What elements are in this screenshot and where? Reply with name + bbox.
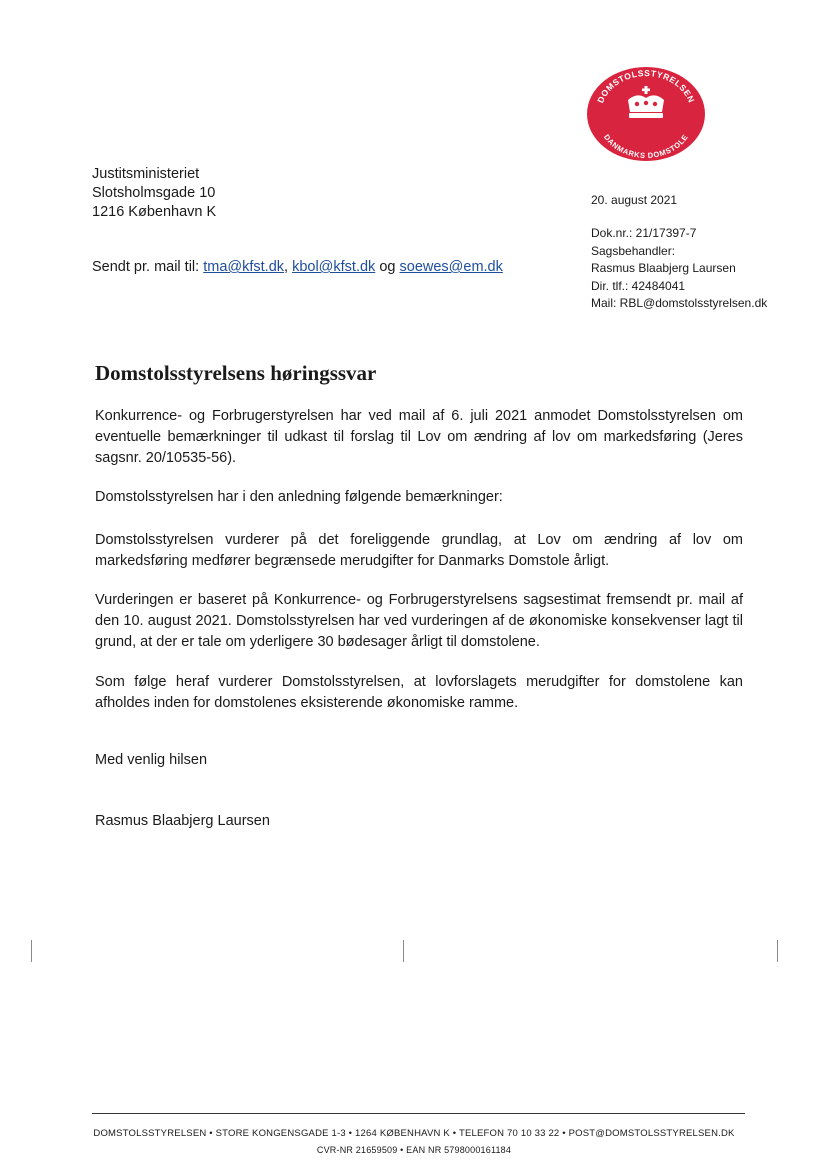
document-title: Domstolsstyrelsens høringssvar xyxy=(95,361,377,385)
body-paragraph: Domstolsstyrelsen vurderer på det foreliggende grundlag, at Lov om ændring af lov om markedsføring medfører begrænsede merudgifter for Danmarks Domstole årligt. xyxy=(95,532,743,569)
signer-name: Rasmus Blaabjerg Laursen xyxy=(95,813,270,829)
body-paragraph: Vurderingen er baseret på Konkurrence- og Forbrugerstyrelsens sagsestimat fremsendt pr. mail af den 10. august 2021. Domstolsstyrelsen har ved vurderingen af de økonomiske konsekvenser lagt til grund, at der er tale om yderligere 30 bødesager årligt til domstolene. xyxy=(95,592,743,650)
recipient-name: Justitsministeriet xyxy=(92,166,200,182)
recipient-city: 1216 København K xyxy=(92,204,217,220)
fold-mark xyxy=(31,940,32,962)
separator: , xyxy=(284,259,293,275)
body-paragraph: Domstolsstyrelsen har i den anledning følgende bemærkninger: xyxy=(95,489,503,505)
fold-mark xyxy=(403,940,404,962)
document-number: Dok.nr.: 21/17397-7 xyxy=(591,226,697,240)
contact-mail: Mail: RBL@domstolsstyrelsen.dk xyxy=(591,296,768,310)
case-metadata xyxy=(591,225,767,313)
email-link-soewes[interactable]: soewes@em.dk xyxy=(399,259,503,275)
case-handler-label: Sagsbehandler: xyxy=(591,243,676,258)
email-link-tma[interactable]: tma@kfst.dk xyxy=(203,259,285,275)
recipient-address xyxy=(92,165,216,222)
domstolsstyrelsen-seal xyxy=(585,62,707,167)
footer-contact-line: DOMSTOLSSTYRELSEN • STORE KONGENSGADE 1-3 • 1264 KØBENHAVN K • TELEFON 70 10 33 22 • POST@DOMSTOLSSTYRELSEN.DK xyxy=(93,1128,735,1139)
body-paragraph: Konkurrence- og Forbrugerstyrelsen har ved mail af 6. juli 2021 anmodet Domstolsstyrelsen om eventuelle bemærkninger til udkast til forslag til Lov om ændring af lov om markedsføring (Jeres sagsnr. 20/10535-56). xyxy=(95,408,743,466)
sent-by-mail-line xyxy=(92,259,503,275)
recipient-street: Slotsholmsgade 10 xyxy=(92,185,216,201)
direct-phone: Dir. tlf.: 42484041 xyxy=(591,278,686,293)
svg-text:DOMSTOLSSTYRELSEN: DOMSTOLSSTYRELSEN xyxy=(595,67,697,105)
footer-divider xyxy=(92,1113,745,1114)
separator: og xyxy=(375,259,400,275)
sent-prefix: Sendt pr. mail til: xyxy=(92,259,204,275)
body-paragraph: Som følge heraf vurderer Domstolsstyrelsen, at lovforslagets merudgifter for domstolene kan afholdes inden for domstolenes eksisterende økonomiske ramme. xyxy=(95,674,743,711)
closing-greeting: Med venlig hilsen xyxy=(95,752,208,768)
fold-mark xyxy=(777,940,778,962)
case-handler-name: Rasmus Blaabjerg Laursen xyxy=(591,261,736,275)
footer-registration-line: CVR-NR 21659509 • EAN NR 5798000161184 xyxy=(316,1145,512,1155)
svg-text:DANMARKS DOMSTOLE: DANMARKS DOMSTOLE xyxy=(602,132,690,161)
email-link-kbol[interactable]: kbol@kfst.dk xyxy=(292,259,376,275)
letter-date: 20. august 2021 xyxy=(591,193,678,207)
